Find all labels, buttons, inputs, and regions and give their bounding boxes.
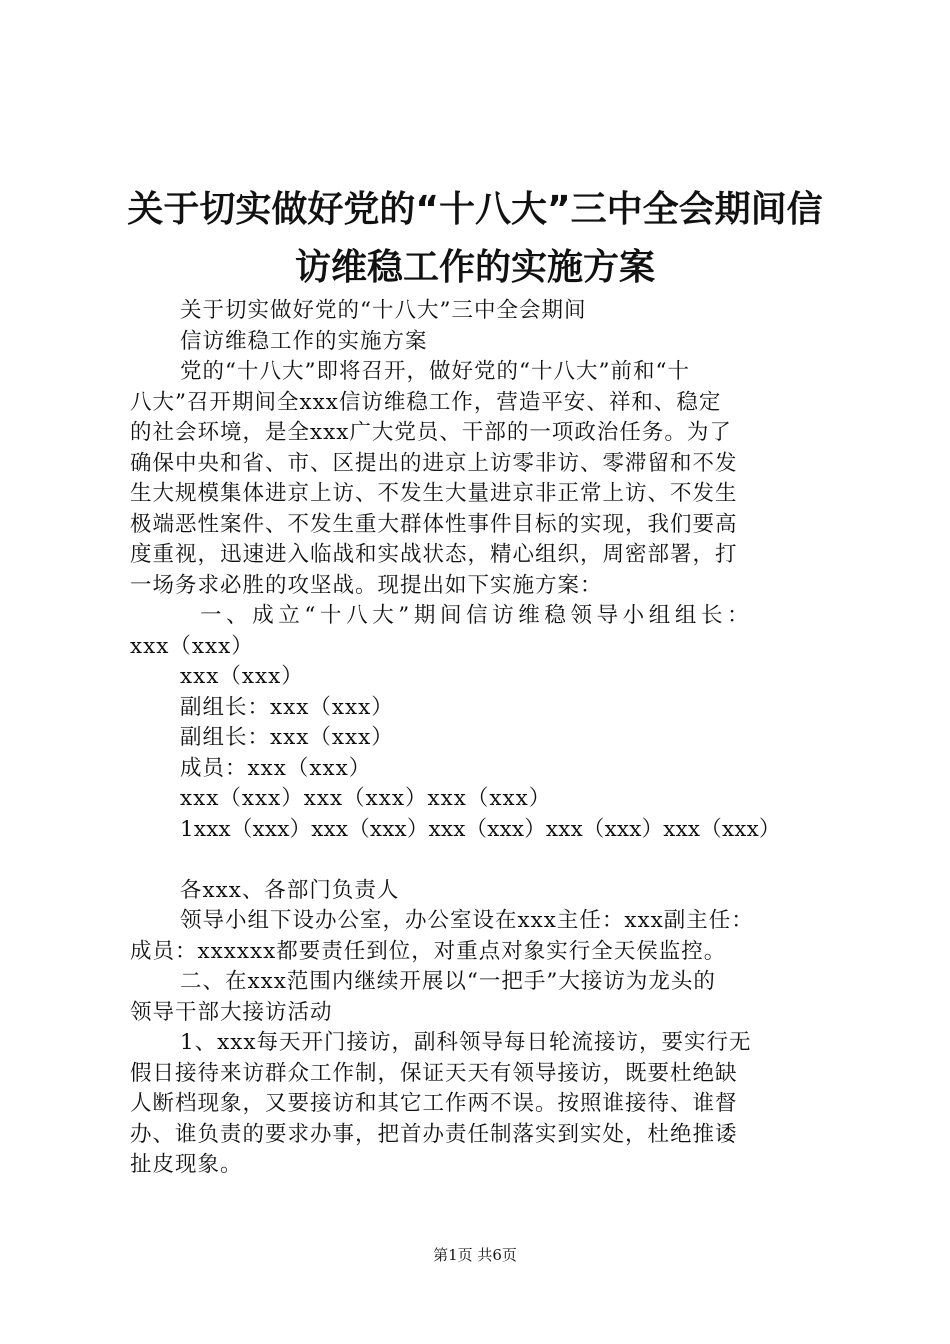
page-footer: 第1页 共6页: [433, 1246, 517, 1264]
paragraph-line: 成员：xxxxxx都要责任到位，对重点对象实行全天侯监控。: [130, 938, 727, 964]
paragraph-line: 一场务求必胜的攻坚战。现提出如下实施方案：: [130, 572, 603, 598]
deputy-leader-line: 副组长：xxx（xxx）: [180, 725, 394, 750]
paragraph-line: 八大”召开期间全xxx信访维稳工作，营造平安、祥和、稳定: [130, 389, 722, 415]
subtitle-line: 信访维稳工作的实施方案: [180, 328, 428, 354]
paragraph-line: 人断档现象，又要接访和其它工作两不误。按照谁接待、谁督: [130, 1091, 738, 1116]
department-line: 各xxx、各部门负责人: [180, 877, 400, 903]
document-body: [130, 296, 832, 1181]
paragraph-line: 度重视，迅速进入临战和实战状态，精心组织，周密部署，打: [130, 542, 738, 567]
blank-line: [130, 845, 832, 876]
member-line: xxx（xxx）xxx（xxx）xxx（xxx）: [180, 786, 552, 811]
member-line: 1xxx（xxx）xxx（xxx）xxx（xxx）xxx（xxx）xxx（xxx）: [180, 816, 781, 842]
paragraph-line: 极端恶性案件、不发生重大群体性事件目标的实现，我们要高: [130, 511, 738, 537]
paragraph-line: 办、谁负责的要求办事，把首办责任制落实到实处，杜绝推诿: [130, 1121, 738, 1147]
paragraph-line: 确保中央和省、市、区提出的进京上访零非访、零滞留和不发: [130, 450, 738, 476]
section-heading: 二、在xxx范围内继续开展以“一把手”大接访为龙头的: [180, 969, 716, 994]
leader-line: xxx（xxx）: [180, 664, 304, 689]
subtitle-line: 关于切实做好党的“十八大”三中全会期间: [180, 298, 587, 323]
document-title-line2: 访维稳工作的实施方案: [294, 247, 655, 288]
paragraph-line: 党的“十八大”即将召开，做好党的“十八大”前和“十: [180, 359, 690, 384]
paragraph-line: 领导小组下设办公室，办公室设在xxx主任：xxx副主任：: [180, 908, 754, 933]
paragraph-line: 的社会环境，是全xxx广大党员、干部的一项政治任务。为了: [130, 420, 732, 445]
paragraph-line: 扯皮现象。: [130, 1152, 243, 1177]
section-heading: 一、成立“十八大”期间信访维稳领导小组组长：: [200, 603, 754, 628]
paragraph-line: 1、xxx每天开门接访，副科领导每日轮流接访，要实行无: [180, 1030, 752, 1055]
member-line: 成员：xxx（xxx）: [180, 755, 372, 781]
document-title-line1: 关于切实做好党的“十八大”三中全会期间信: [127, 189, 823, 230]
paragraph-line: 假日接待来访群众工作制，保证天天有领导接访，既要杜绝缺: [130, 1060, 738, 1086]
paragraph-line: 生大规模集体进京上访、不发生大量进京非正常上访、不发生: [130, 481, 738, 506]
deputy-leader-line: 副组长：xxx（xxx）: [180, 694, 394, 720]
section-heading: 领导干部大接访活动: [130, 999, 333, 1025]
paragraph-line: xxx（xxx）: [130, 633, 254, 659]
